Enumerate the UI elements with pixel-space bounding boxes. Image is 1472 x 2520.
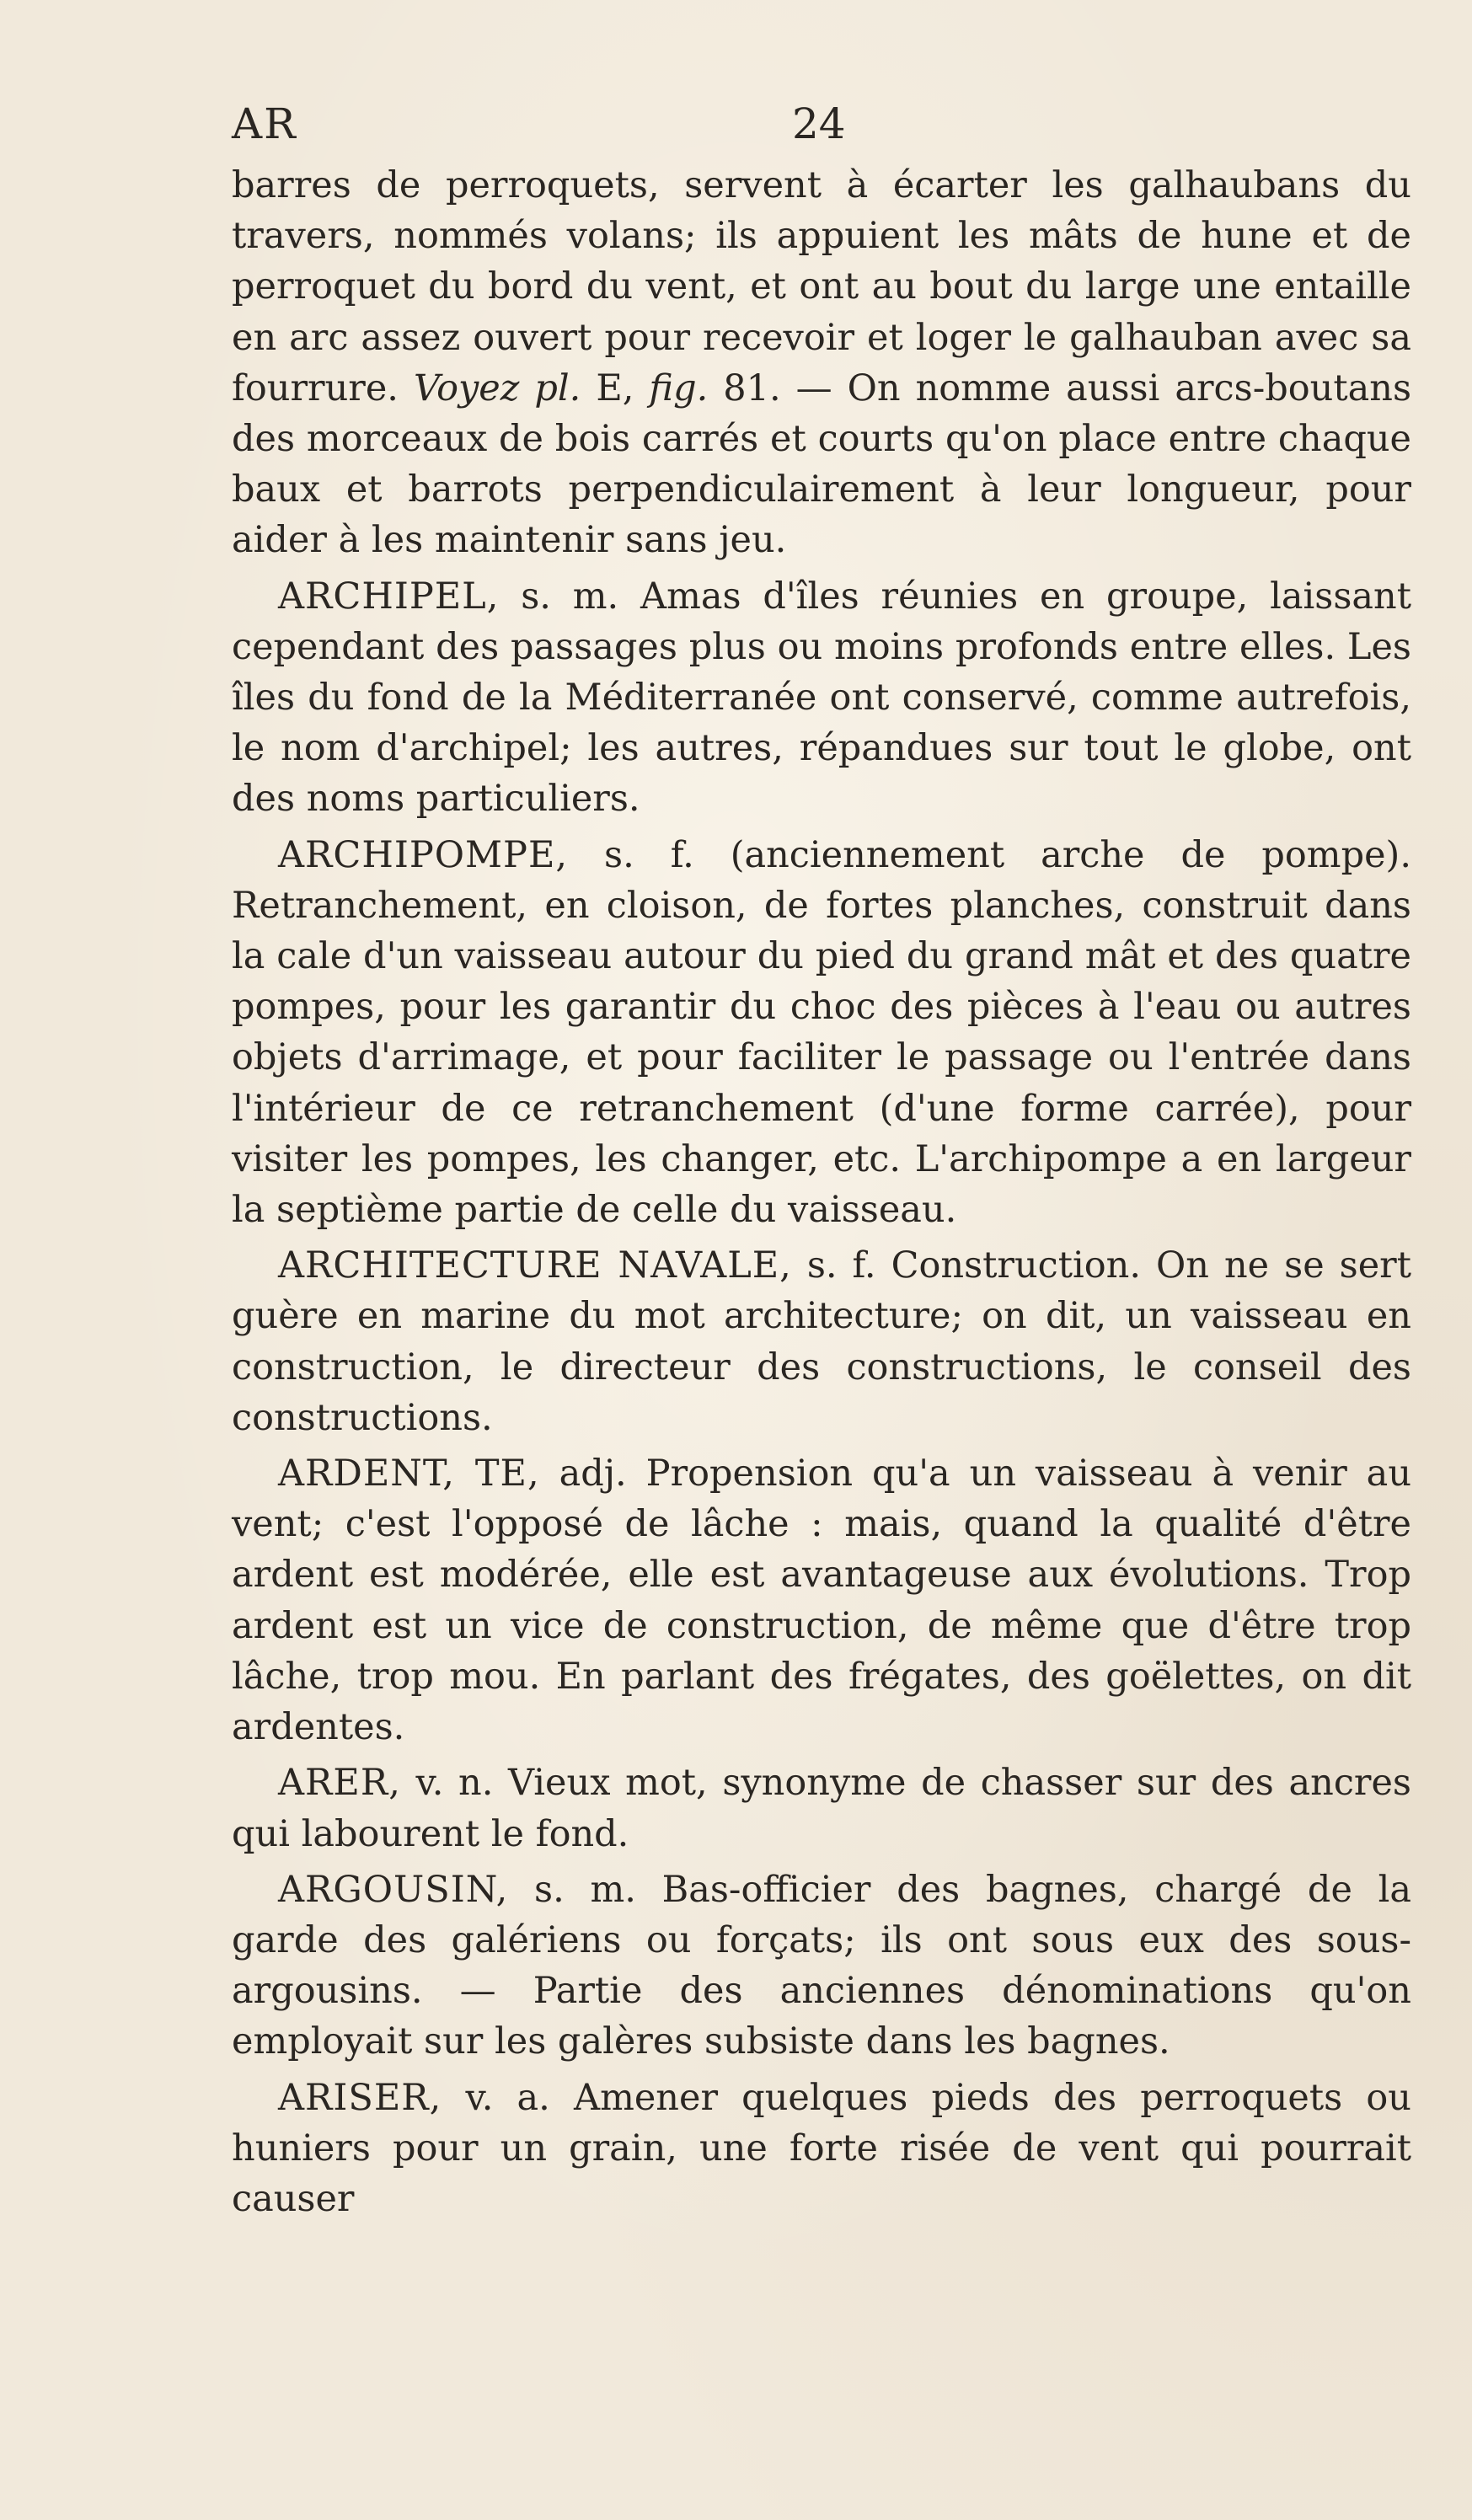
entry-text: 81. — On nomme aussi arcs-boutans des morceaux de bois carrés et courts qu'on place entre chaque baux et barrots perpendiculairement à leur longueur, pour aider à les maintenir sans jeu.	[232, 366, 1412, 562]
cross-reference-plate: E,	[596, 366, 634, 409]
entry-text: adj. Propension qu'a un vaisseau à venir au vent; c'est l'opposé de lâche : mais, quand la qualité d'être ardent est modérée, elle est avantageuse aux évolutions. Trop ardent est un vice de construction, de même que d'être trop lâche, trop mou. En parlant des frégates, des goëlettes, on dit ardentes.	[232, 1453, 1412, 1749]
entry-text: barres de perroquets, servent à écarter les galhaubans du travers, nommés volans; ils appuient les mâts de hune et de perroquet du bord du vent, et ont au bout du large une entaille en arc assez ouvert pour recevoir et loger le galhauban avec sa fourrure.	[232, 164, 1411, 409]
entry-text: v. a. Amener quelques pieds des perroquets ou huniers pour un grain, une forte risée de vent qui pourrait causer	[232, 2076, 1411, 2220]
entry-headword: ARDENT, TE,	[278, 1453, 540, 1495]
entry-headword: ARISER,	[278, 2076, 442, 2119]
entry-archipompe	[232, 830, 1411, 1236]
entry-archipel	[232, 571, 1411, 825]
entry-headword: ARCHITECTURE NAVALE,	[278, 1244, 792, 1287]
entry-argousin	[232, 1865, 1411, 2068]
entry-headword: ARER,	[278, 1762, 401, 1805]
dictionary-text	[232, 160, 1411, 2224]
entry-text: s. f. Construction. On ne se sert guère en marine du mot architecture; on dit, un vaisseau en construction, le directeur des constructions, le conseil des constructions.	[232, 1244, 1411, 1439]
entry-architecture-navale	[232, 1240, 1411, 1443]
entry-text: s. m. Bas-officier des bagnes, chargé de la garde des galériens ou forçats; ils ont sous eux des sous-argousins. — Partie des anciennes dénominations qu'on employait sur les galères subsiste dans les bagnes.	[232, 1868, 1412, 2063]
entry-arer	[232, 1758, 1411, 1859]
page-number: 24	[792, 99, 846, 148]
entry-text: s. f. (anciennement arche de pompe). Retranchement, en cloison, de fortes planches, construit dans la cale d'un vaisseau autour du pied du grand mât et des quatre pompes, pour les garantir du choc des pièces à l'eau ou autres objets d'arrimage, et pour faciliter le passage ou l'entrée dans l'intérieur de ce retranchement (d'une forme carrée), pour visiter les pompes, les changer, etc. L'archipompe a en largeur la septième partie de celle du vaisseau.	[232, 833, 1411, 1232]
entry-continuation	[232, 160, 1411, 566]
entry-headword: ARCHIPEL,	[278, 575, 500, 618]
cross-reference-label: Voyez pl.	[413, 366, 581, 409]
entry-headword: ARCHIPOMPE,	[278, 833, 569, 876]
entry-ariser	[232, 2073, 1411, 2225]
running-head	[232, 94, 1411, 153]
entry-ardent	[232, 1448, 1411, 1752]
entry-headword: ARGOUSIN,	[278, 1868, 509, 1911]
cross-reference-figure-label: fig.	[649, 366, 709, 409]
entry-text: s. m. Amas d'îles réunies en groupe, laissant cependant des passages plus ou moins profonds entre elles. Les îles du fond de la Méditerranée ont conservé, comme autrefois, le nom d'archipel; les autres, répandues sur tout le globe, ont des noms particuliers.	[232, 575, 1411, 821]
section-heading: AR	[232, 99, 297, 148]
entry-text: v. n. Vieux mot, synonyme de chasser sur des ancres qui labourent le fond.	[232, 1762, 1411, 1855]
